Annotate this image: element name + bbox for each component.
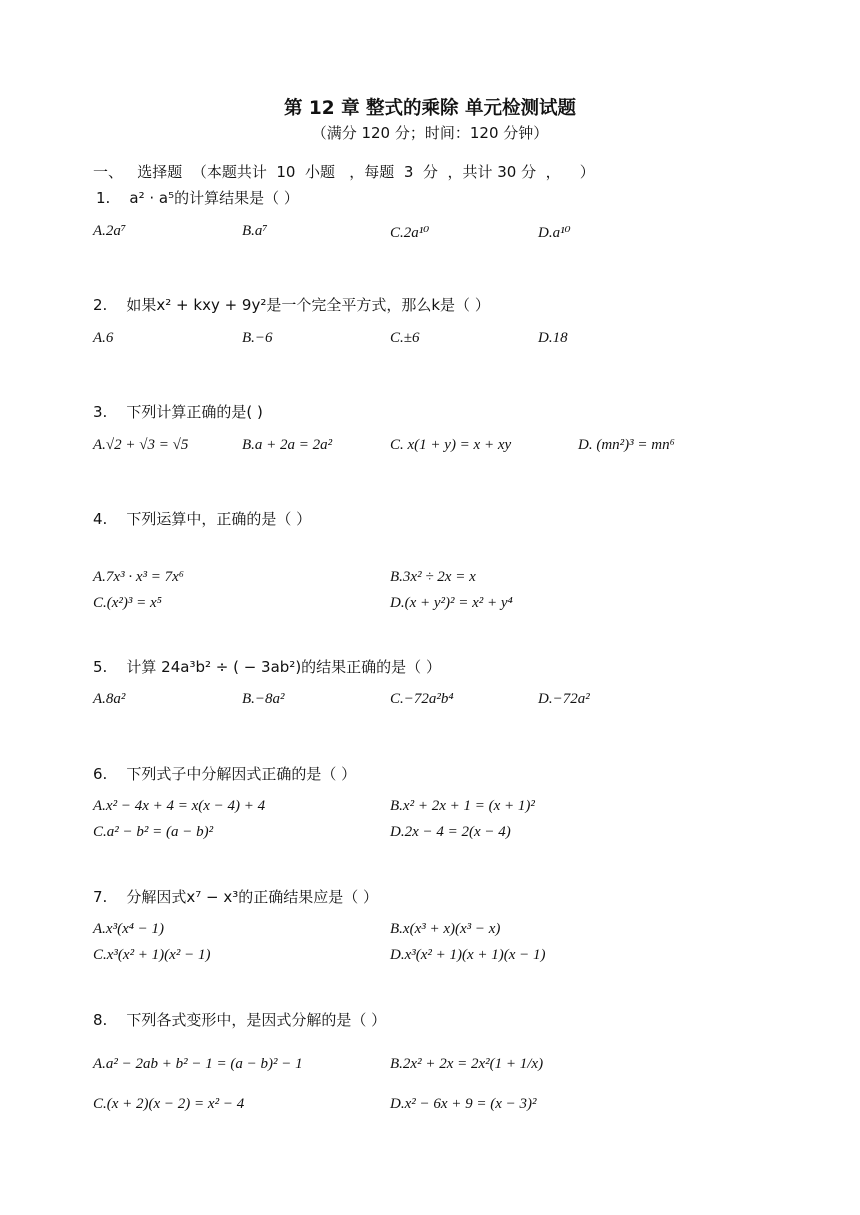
option-c[interactable]: C.±6 xyxy=(390,330,420,346)
question-7 xyxy=(93,886,378,907)
option-b[interactable]: B.2x² + 2x = 2x²(1 + 1/x) xyxy=(390,1056,544,1072)
section-heading: 一、 选择题 （本题共计 10 小题 ，每题 3 分 ，共计 30 分 ， ） xyxy=(93,163,595,181)
option-b[interactable]: B.3x² ÷ 2x = x xyxy=(390,569,476,585)
question-text: 计算 24a³b² ÷ ( − 3ab²)的结果正确的是（ ） xyxy=(126,658,441,676)
question-text: 如果x² + kxy + 9y²是一个完全平方式，那么k是（ ） xyxy=(126,296,490,314)
question-number: 6. xyxy=(93,765,108,783)
option-b[interactable]: B.a + 2a = 2a² xyxy=(242,437,333,453)
question-text: 下列各式变形中，是因式分解的是（ ） xyxy=(126,1011,387,1029)
question-text: 下列计算正确的是( ) xyxy=(126,403,263,421)
question-number: 7. xyxy=(93,888,108,906)
question-text: 下列式子中分解因式正确的是（ ） xyxy=(126,765,357,783)
option-d[interactable]: D.2x − 4 = 2(x − 4) xyxy=(390,824,511,840)
option-a[interactable]: A.x³(x⁴ − 1) xyxy=(93,921,165,937)
option-b[interactable]: B.x(x³ + x)(x³ − x) xyxy=(390,921,501,937)
option-a[interactable]: A.8a² xyxy=(93,691,126,707)
question-text: 分解因式x⁷ − x³的正确结果应是（ ） xyxy=(126,888,379,906)
option-d[interactable]: D. (mn²)³ = mn⁶ xyxy=(578,437,675,453)
option-a[interactable]: A.a² − 2ab + b² − 1 = (a − b)² − 1 xyxy=(93,1056,303,1072)
question-number: 2. xyxy=(93,296,108,314)
option-a[interactable]: A.7x³ · x³ = 7x⁶ xyxy=(93,569,184,585)
option-a[interactable]: A.6 xyxy=(93,330,114,346)
option-d[interactable]: D.x³(x² + 1)(x + 1)(x − 1) xyxy=(390,947,546,963)
option-c[interactable]: C.2a¹⁰ xyxy=(390,225,430,241)
option-b[interactable]: B.−6 xyxy=(242,330,273,346)
page-subtitle: （满分 120 分；时间：120 分钟） xyxy=(311,124,549,142)
option-d[interactable]: D.a¹⁰ xyxy=(538,225,571,241)
option-c[interactable]: C.−72a²b⁴ xyxy=(390,691,454,707)
question-6 xyxy=(93,763,356,784)
question-number: 1. xyxy=(96,189,111,207)
option-a[interactable]: A.2a⁷ xyxy=(93,223,127,239)
question-8 xyxy=(93,1009,386,1030)
option-a[interactable]: A.√2 + √3 = √5 xyxy=(93,437,189,453)
option-d[interactable]: D.x² − 6x + 9 = (x − 3)² xyxy=(390,1096,537,1112)
question-5 xyxy=(93,656,441,677)
question-2 xyxy=(93,294,490,315)
option-b[interactable]: B.x² + 2x + 1 = (x + 1)² xyxy=(390,798,535,814)
option-d[interactable]: D.(x + y²)² = x² + y⁴ xyxy=(390,595,513,611)
question-4 xyxy=(93,508,311,529)
question-3 xyxy=(93,401,263,422)
question-number: 8. xyxy=(93,1011,108,1029)
option-d[interactable]: D.−72a² xyxy=(538,691,590,707)
question-number: 4. xyxy=(93,510,108,528)
option-a[interactable]: A.x² − 4x + 4 = x(x − 4) + 4 xyxy=(93,798,266,814)
option-d[interactable]: D.18 xyxy=(538,330,568,346)
question-1 xyxy=(96,187,299,208)
question-number: 5. xyxy=(93,658,108,676)
option-b[interactable]: B.a⁷ xyxy=(242,223,268,239)
option-c[interactable]: C.x³(x² + 1)(x² − 1) xyxy=(93,947,211,963)
option-c[interactable]: C.(x²)³ = x⁵ xyxy=(93,595,162,611)
question-text: a² · a⁵的计算结果是（ ） xyxy=(129,189,299,207)
option-c[interactable]: C.a² − b² = (a − b)² xyxy=(93,824,214,840)
option-c[interactable]: C.(x + 2)(x − 2) = x² − 4 xyxy=(93,1096,245,1112)
page-title: 第 12 章 整式的乘除 单元检测试题 xyxy=(283,98,576,119)
option-b[interactable]: B.−8a² xyxy=(242,691,285,707)
option-c[interactable]: C. x(1 + y) = x + xy xyxy=(390,437,512,453)
question-number: 3. xyxy=(93,403,108,421)
question-text: 下列运算中，正确的是（ ） xyxy=(126,510,312,528)
